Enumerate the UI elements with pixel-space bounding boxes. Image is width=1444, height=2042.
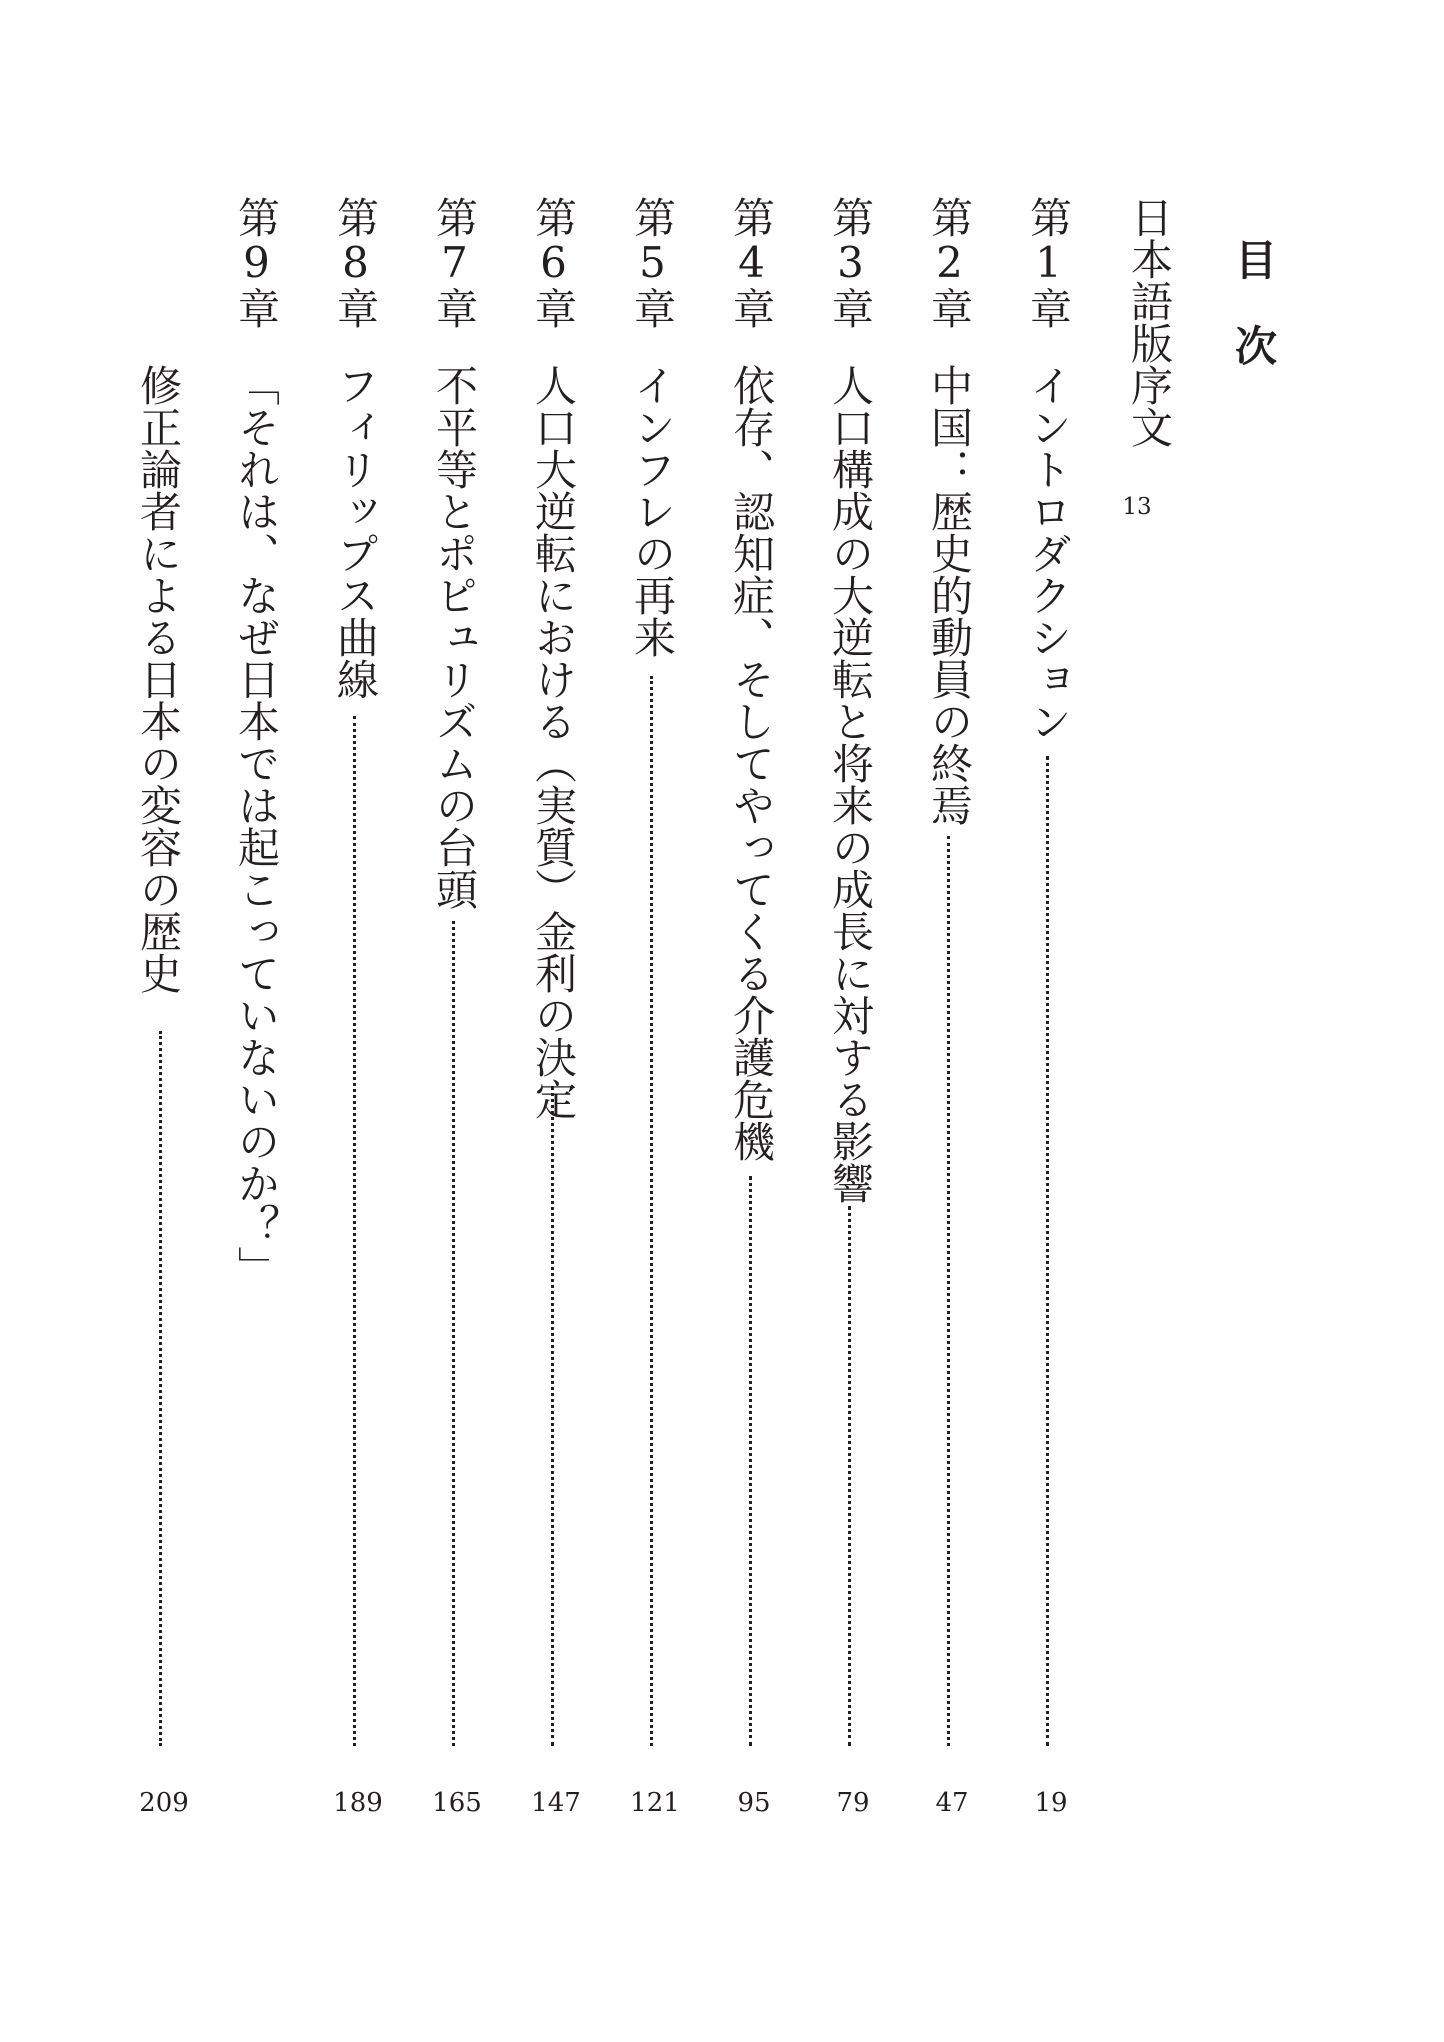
toc-entry-chapter-6[interactable] xyxy=(526,196,586,1816)
chapter-title: 中国：歴史的動員の終焉 xyxy=(925,364,974,826)
chapter-number: 第9章 xyxy=(232,196,281,329)
chapter-number: 第7章 xyxy=(430,196,479,329)
chapter-title: インフレの再来 xyxy=(628,364,677,658)
preface-page-number: 13 xyxy=(1122,494,1152,520)
dot-leader xyxy=(353,716,356,1746)
dot-leader xyxy=(159,1031,162,1746)
chapter-title: 依存、認知症、そしてやってくる介護危機 xyxy=(727,364,776,1162)
chapter-page-number: 95 xyxy=(737,1788,771,1818)
chapter-number: 第8章 xyxy=(331,196,380,329)
chapter-number: 第2章 xyxy=(925,196,974,329)
chapter-page-number: 19 xyxy=(1034,1788,1068,1818)
chapter-page-number: 165 xyxy=(432,1788,482,1818)
chapter-title: イントロダクション xyxy=(1024,364,1073,742)
chapter-title: フィリップス曲線 xyxy=(331,364,380,700)
toc-entry-chapter-2[interactable] xyxy=(922,196,982,1816)
chapter-page-number: 209 xyxy=(139,1788,189,1818)
chapter-number: 第3章 xyxy=(826,196,875,329)
chapter-title: 人口大逆転における（実質）金利の決定 xyxy=(529,364,578,1120)
toc-entry-chapter-8[interactable] xyxy=(328,196,388,1816)
dot-leader xyxy=(650,676,653,1746)
chapter-number: 第4章 xyxy=(727,196,776,329)
dot-leader xyxy=(848,1206,851,1746)
toc-entry-chapter-7[interactable] xyxy=(427,196,487,1816)
chapter-number: 第6章 xyxy=(529,196,578,329)
chapter-page-number: 189 xyxy=(333,1788,383,1818)
chapter-number: 第5章 xyxy=(628,196,677,329)
toc-entry-chapter-1[interactable] xyxy=(1021,196,1081,1816)
chapter-title: 人口構成の大逆転と将来の成長に対する影響 xyxy=(826,364,875,1204)
dot-leader xyxy=(947,836,950,1746)
chapter-page-number: 147 xyxy=(531,1788,581,1818)
chapter-title: 「それは、なぜ日本では起こっていないのか？」 xyxy=(232,364,281,1288)
preface-label: 日本語版序文 xyxy=(1125,196,1174,448)
chapter-subtitle: 修正論者による日本の変容の歴史 xyxy=(134,364,183,994)
chapter-title: 不平等とポピュリズムの台頭 xyxy=(430,364,479,910)
chapter-number: 第1章 xyxy=(1024,196,1073,329)
chapter-page-number: 121 xyxy=(630,1788,680,1818)
toc-entry-chapter-5[interactable] xyxy=(625,196,685,1816)
toc-title: 目次 xyxy=(1229,238,1278,410)
toc-entry-chapter-4[interactable] xyxy=(724,196,784,1816)
chapter-page-number: 79 xyxy=(836,1788,870,1818)
chapter-page-number: 47 xyxy=(935,1788,969,1818)
dot-leader xyxy=(749,1176,752,1746)
dot-leader xyxy=(452,921,455,1746)
dot-leader xyxy=(1046,756,1049,1746)
toc-entry-chapter-3[interactable] xyxy=(823,196,883,1816)
dot-leader xyxy=(551,1086,554,1746)
toc-entry-chapter-9[interactable] xyxy=(134,196,289,1818)
